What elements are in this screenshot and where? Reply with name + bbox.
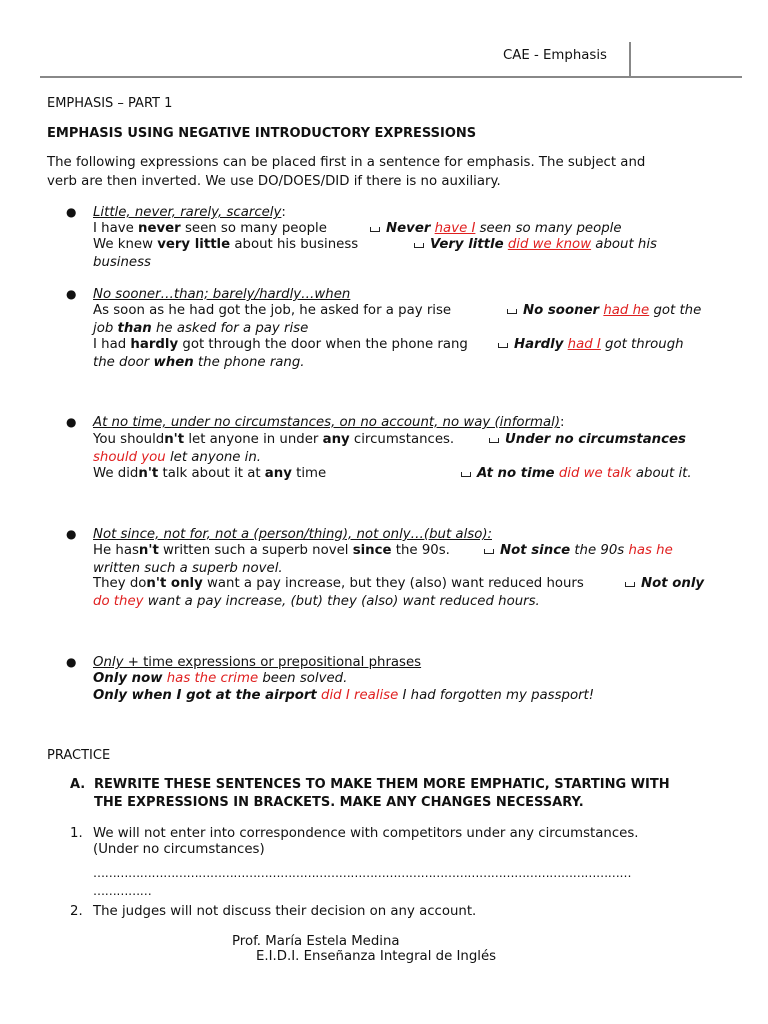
bullet-4-line-2: written such a superb novel. bbox=[93, 561, 283, 576]
question-1-number: 1. bbox=[70, 826, 83, 841]
bullet-4-line-1: He hasn't written such a superb novel since the 90s. bbox=[93, 543, 450, 558]
part-title: EMPHASIS – PART 1 bbox=[47, 96, 173, 111]
footer-institution: E.I.D.I. Enseñanza Integral de Inglés bbox=[256, 949, 497, 964]
bullet-1-line-3: business bbox=[93, 255, 151, 270]
bullet-dot: ● bbox=[66, 287, 77, 301]
bullet-2-heading: No sooner…than; barely/hardly…when bbox=[93, 287, 351, 302]
bullet-2-line-1-rewrite: No sooner had he got the bbox=[503, 303, 701, 318]
arrow-icon bbox=[461, 472, 471, 477]
bullet-3-line-1-rewrite: Under no circumstances bbox=[485, 432, 686, 447]
bullet-1-line-2: We knew very little about his business bbox=[93, 237, 359, 252]
bullet-3-line-2: should you let anyone in. bbox=[93, 450, 262, 465]
header-rule bbox=[40, 76, 742, 78]
footer-author: Prof. María Estela Medina bbox=[232, 934, 400, 949]
practice-a-line-2: THE EXPRESSIONS IN BRACKETS. MAKE ANY CHANGES NECESSARY. bbox=[94, 795, 584, 810]
question-1-answer-line-2[interactable]: …………… bbox=[93, 884, 152, 898]
bullet-2-line-3-rewrite: Hardly had I got through bbox=[494, 337, 684, 352]
bullet-3-line-3: We didn't talk about it at any time bbox=[93, 466, 327, 481]
bullet-1-heading: Little, never, rarely, scarcely: bbox=[93, 205, 286, 220]
bullet-5-line-2: Only when I got at the airport did I realise I had forgotten my passport! bbox=[93, 688, 595, 703]
bullet-2-line-1: As soon as he had got the job, he asked for a pay rise bbox=[93, 303, 452, 318]
bullet-5-heading: Only + time expressions or prepositional phrases bbox=[93, 655, 422, 670]
bullet-3-heading: At no time, under no circumstances, on no account, no way (informal): bbox=[93, 415, 565, 430]
bullet-dot: ● bbox=[66, 655, 77, 669]
bullet-3-line-3-rewrite: At no time did we talk about it. bbox=[457, 466, 692, 481]
bullet-dot: ● bbox=[66, 205, 77, 219]
intro-line-2: verb are then inverted. We use DO/DOES/DID if there is no auxiliary. bbox=[47, 174, 501, 189]
bullet-4-heading: Not since, not for, not a (person/thing), not only…(but also): bbox=[93, 527, 492, 542]
question-1-line-1: We will not enter into correspondence with competitors under any circumstances. bbox=[93, 826, 639, 841]
question-2-line-1: The judges will not discuss their decision on any account. bbox=[93, 904, 477, 919]
arrow-icon bbox=[370, 227, 380, 232]
arrow-icon bbox=[484, 549, 494, 554]
bullet-4-line-4: do they want a pay increase, (but) they (also) want reduced hours. bbox=[93, 594, 540, 609]
arrow-icon bbox=[625, 582, 635, 587]
arrow-icon bbox=[489, 438, 499, 443]
section-title: EMPHASIS USING NEGATIVE INTRODUCTORY EXPRESSIONS bbox=[47, 126, 477, 141]
intro-line-1: The following expressions can be placed first in a sentence for emphasis. The subject and bbox=[47, 155, 646, 170]
bullet-dot: ● bbox=[66, 527, 77, 541]
arrow-icon bbox=[507, 309, 517, 314]
bullet-5-line-1: Only now has the crime been solved. bbox=[93, 671, 348, 686]
bullet-dot: ● bbox=[66, 415, 77, 429]
header-vertical-rule bbox=[629, 42, 631, 78]
bullet-4-line-1-rewrite: Not since the 90s has he bbox=[480, 543, 673, 558]
bullet-4-line-3: They don't only want a pay increase, but they (also) want reduced hours bbox=[93, 576, 584, 591]
bullet-1-line-1: I have never seen so many people bbox=[93, 221, 327, 236]
arrow-icon bbox=[498, 343, 508, 348]
bullet-2-line-3: I had hardly got through the door when the phone rang bbox=[93, 337, 468, 352]
practice-title: PRACTICE bbox=[47, 748, 111, 763]
practice-a-label: A. bbox=[70, 777, 86, 792]
question-1-line-2: (Under no circumstances) bbox=[93, 842, 265, 857]
header-title: CAE - Emphasis bbox=[503, 48, 607, 63]
bullet-1-line-1-rewrite: Never have I seen so many people bbox=[366, 221, 622, 236]
bullet-3-line-1: You shouldn't let anyone in under any circumstances. bbox=[93, 432, 455, 447]
bullet-2-line-4: the door when the phone rang. bbox=[93, 355, 305, 370]
bullet-2-line-2: job than he asked for a pay rise bbox=[93, 321, 309, 336]
bullet-4-line-3-rewrite: Not only bbox=[621, 576, 704, 591]
practice-a-line-1: REWRITE THESE SENTENCES TO MAKE THEM MORE EMPHATIC, STARTING WITH bbox=[94, 777, 670, 792]
bullet-1-line-2-rewrite: Very little did we know about his bbox=[410, 237, 657, 252]
question-2-number: 2. bbox=[70, 904, 83, 919]
question-1-answer-line[interactable]: ………………………………………………………………………………………………………………………… bbox=[93, 866, 632, 880]
arrow-icon bbox=[414, 243, 424, 248]
